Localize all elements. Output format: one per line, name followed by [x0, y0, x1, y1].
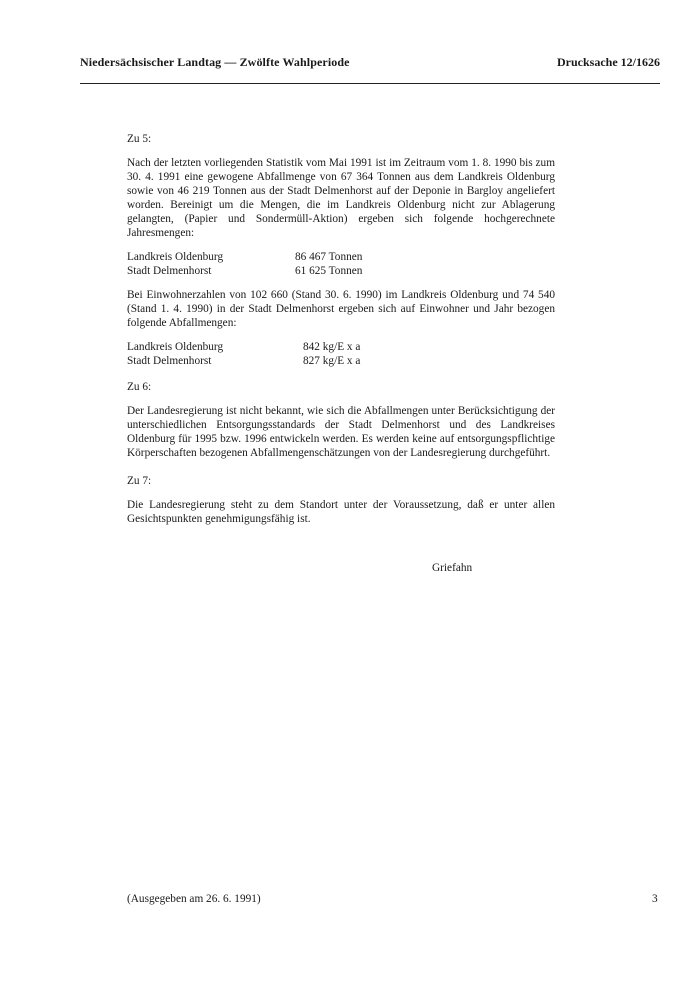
- table-row: [127, 340, 555, 354]
- document-body: [127, 132, 555, 526]
- row-name: Stadt Delmenhorst: [127, 265, 212, 277]
- header-divider: [80, 83, 660, 84]
- paragraph-zu5-per-capita: Bei Einwohnerzahlen von 102 660 (Stand 30. 6. 1990) im Landkreis Oldenburg und 74 540 (Stand 1. 4. 1990) in der Stadt Delmenhorst ergeben sich auf Einwohner und Jahr bezogen folgende Abfallmengen:: [127, 289, 555, 329]
- signature: Griefahn: [432, 562, 473, 574]
- row-value: 86 467 Tonnen: [295, 251, 363, 263]
- paragraph-zu6: Der Landesregierung ist nicht bekannt, wie sich die Abfallmengen unter Berücksichtigung der unterschiedlichen Entsorgungsstandards der Stadt Delmenhorst und des Landkreises Oldenburg für 1995 bzw. 1996 entwickeln werden. Es werden keine auf entsorgungspflichtige Körperschaften bezogenen Abfallmengenschätzungen von der Landesregierung durchgeführt.: [127, 405, 555, 459]
- table-row: [127, 250, 555, 264]
- row-name: Landkreis Oldenburg: [127, 251, 224, 263]
- page-number: 3: [652, 893, 658, 905]
- row-name: Landkreis Oldenburg: [127, 341, 224, 353]
- header-title: Niedersächsischer Landtag — Zwölfte Wahlperiode: [80, 55, 350, 69]
- row-name: Stadt Delmenhorst: [127, 355, 212, 367]
- paragraph-zu5-statistics: Nach der letzten vorliegenden Statistik vom Mai 1991 ist im Zeitraum vom 1. 8. 1990 bis zum 30. 4. 1991 eine gewogene Abfallmenge von 67 364 Tonnen aus dem Landkreis Oldenburg sowie von 46 219 Tonnen aus der Stadt Delmenhorst auf der Deponie in Bargloy angeliefert worden. Bereinigt um die Mengen, die im Landkreis Oldenburg nicht zur Ablagerung gelangten, (Papier und Sondermüll-Aktion) ergeben sich folgende hochgerechnete Jahresmengen:: [127, 157, 555, 239]
- row-value: 827 kg/E x a: [303, 355, 361, 367]
- per-capita-table: [127, 340, 555, 368]
- table-row: [127, 354, 555, 368]
- annual-amounts-table: [127, 250, 555, 278]
- row-value: 842 kg/E x a: [303, 341, 361, 353]
- table-row: [127, 264, 555, 278]
- section-heading-zu6: Zu 6:: [127, 381, 152, 393]
- row-value: 61 625 Tonnen: [295, 265, 363, 277]
- section-heading-zu5: Zu 5:: [127, 133, 152, 145]
- issue-date: (Ausgegeben am 26. 6. 1991): [127, 893, 261, 905]
- section-heading-zu7: Zu 7:: [127, 475, 152, 487]
- paragraph-zu7: Die Landesregierung steht zu dem Standort unter der Voraussetzung, daß er unter allen Gesichtspunkten genehmigungsfähig ist.: [127, 499, 555, 525]
- document-number: Drucksache 12/1626: [557, 55, 660, 69]
